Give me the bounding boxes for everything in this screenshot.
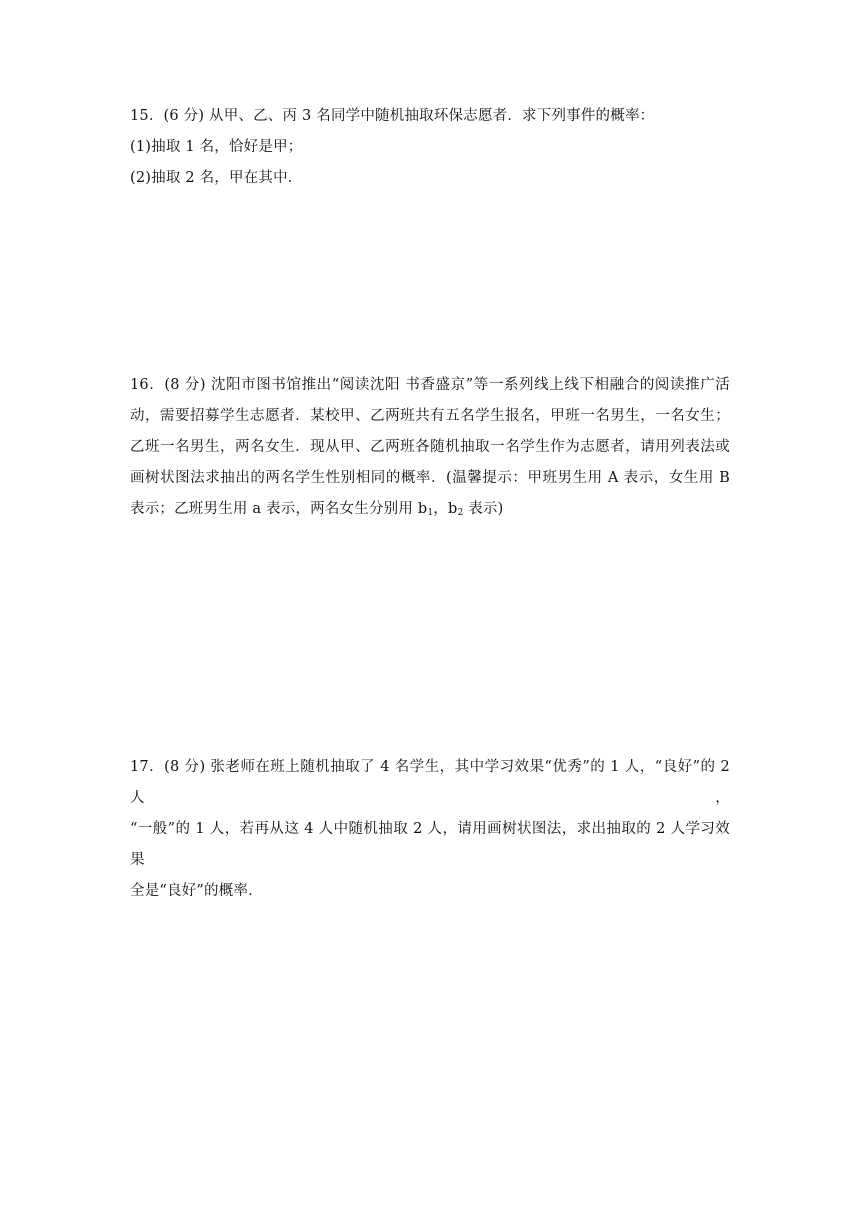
- subscript: 1: [427, 508, 434, 518]
- question-15-stem: 15．(6 分) 从甲、乙、丙 3 名同学中随机抽取环保志愿者．求下列事件的概率：: [130, 108, 655, 124]
- question-16-last-line-text: ，b: [433, 501, 458, 517]
- question-16-last-line-text: 表示；乙班男生用 a 表示，两名女生分别用 b: [130, 501, 428, 517]
- question-16-line: 画树状图法求抽出的两名学生性别相同的概率．(温馨提示：甲班男生用 A 表示，女生用 B: [130, 470, 730, 486]
- question-16-last-line-text: 表示): [463, 501, 504, 517]
- question-16-last-line: [130, 494, 730, 525]
- question-15: [130, 101, 730, 194]
- question-17: [130, 752, 730, 907]
- question-15-part-2: (2)抽取 2 名，甲在其中．: [130, 170, 303, 186]
- question-17-line: 17．(8 分) 张老师在班上随机抽取了 4 名学生，其中学习效果“优秀”的 1 人，“良好”的 2 人，: [130, 759, 730, 806]
- question-16: [130, 370, 730, 525]
- subscript: 2: [457, 508, 464, 518]
- question-16-line: 16．(8 分) 沈阳市图书馆推出“阅读沈阳 书香盛京”等一系列线上线下相融合的阅读推广活: [130, 377, 730, 393]
- question-16-line: 动，需要招募学生志愿者．某校甲、乙两班共有五名学生报名，甲班一名男生，一名女生；: [130, 408, 730, 424]
- question-17-line: 全是“良好”的概率．: [130, 883, 263, 899]
- question-16-line: 乙班一名男生，两名女生．现从甲、乙两班各随机抽取一名学生作为志愿者，请用列表法或: [130, 439, 730, 455]
- question-15-part-1: (1)抽取 1 名，恰好是甲；: [130, 139, 303, 155]
- question-17-line: “一般”的 1 人，若再从这 4 人中随机抽取 2 人，请用画树状图法，求出抽取的 2 人学习效果: [130, 821, 730, 868]
